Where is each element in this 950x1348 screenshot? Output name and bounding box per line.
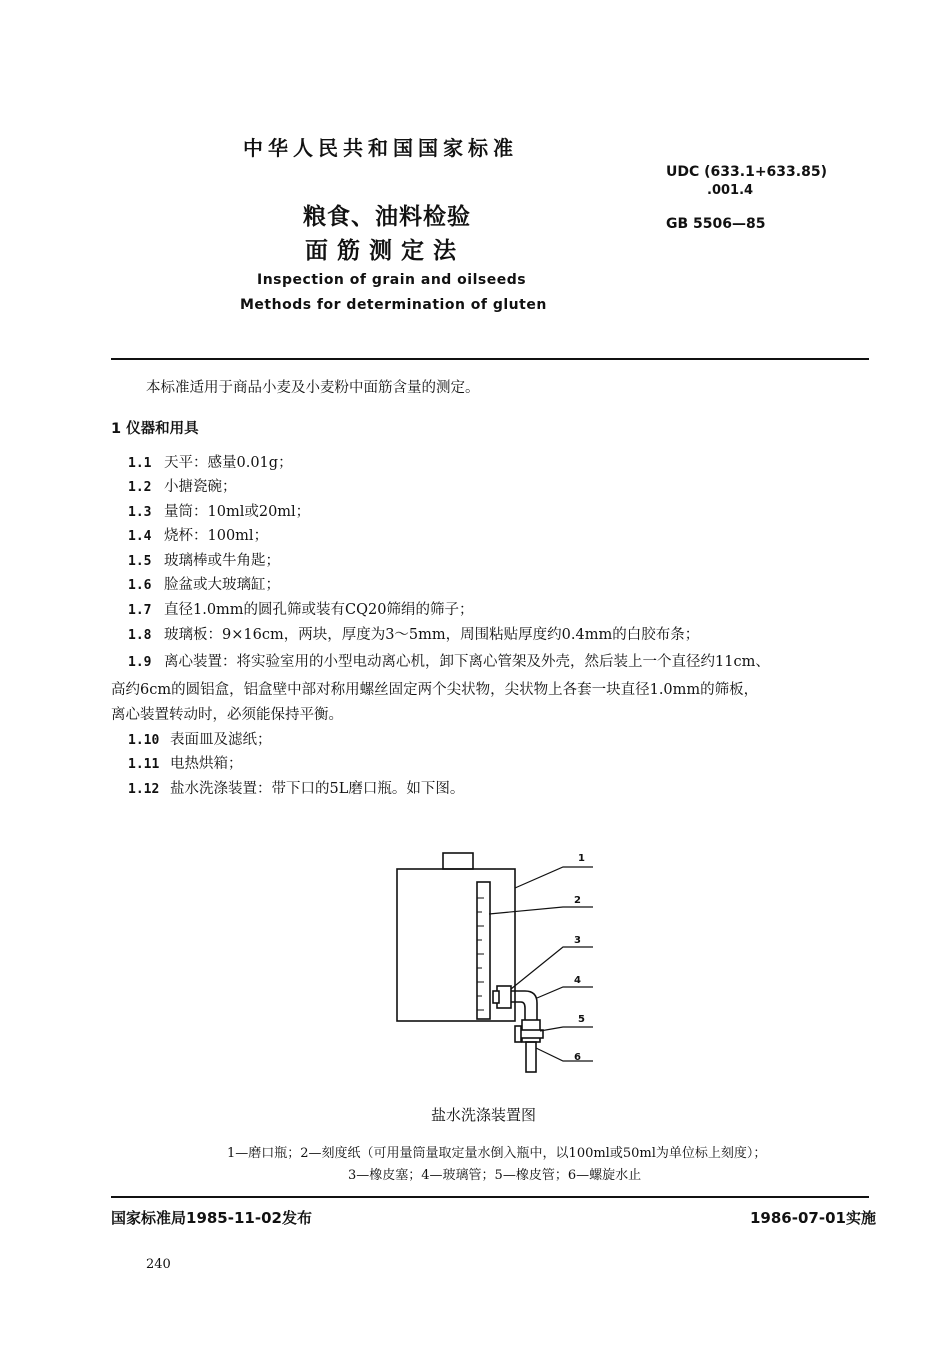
item-continuation: 高约6cm的圆铝盒，铝盒壁中部对称用螺丝固定两个尖状物，尖状物上各套一块直径1.0mm的筛板， <box>111 682 759 698</box>
list-item <box>128 650 770 671</box>
screw-clamp <box>519 1030 543 1038</box>
list-item <box>128 598 474 619</box>
item-number: 1.8 <box>128 628 152 643</box>
item-text: 直径1.0mm的圆孔筛或装有CQ20筛绢的筛子； <box>164 602 474 618</box>
callout-label: 3 <box>574 935 581 946</box>
item-text: 量筒：10ml或20ml； <box>164 504 311 520</box>
callout-label: 2 <box>574 895 581 906</box>
gb-standard-number: GB 5506—85 <box>666 216 766 232</box>
item-text: 玻璃板：9×16cm，两块，厚度为3～5mm，周围粘贴厚度约0.4mm的白胶布条； <box>164 627 700 643</box>
item-number: 1.11 <box>128 757 160 772</box>
figure-legend-line2: 3—橡皮塞；4—玻璃管；5—橡皮管；6—螺旋水止 <box>348 1168 642 1183</box>
item-text: 盐水洗涤装置：带下口的5L磨口瓶。如下图。 <box>170 781 465 797</box>
item-number: 1.7 <box>128 603 152 618</box>
item-text: 离心装置：将实验室用的小型电动离心机，卸下离心管架及外壳，然后装上一个直径约11cm、 <box>164 654 770 670</box>
list-item <box>128 573 280 594</box>
item-text: 小搪瓷碗； <box>164 479 237 495</box>
list-item <box>128 623 699 644</box>
item-number: 1.10 <box>128 733 160 748</box>
item-text: 天平：感量0.01g； <box>164 455 293 471</box>
issue-date: 国家标准局1985-11-02发布 <box>111 1209 312 1227</box>
item-text: 表面皿及滤纸； <box>170 732 272 748</box>
list-item <box>128 500 310 521</box>
item-text: 脸盆或大玻璃缸； <box>164 577 280 593</box>
title-zh-line2: 面筋测定法 <box>305 238 465 264</box>
udc-code-line1: UDC (633.1+633.85) <box>666 164 827 180</box>
item-number: 1.4 <box>128 529 152 544</box>
clamp-screw-head <box>515 1026 521 1042</box>
effective-date: 1986-07-01实施 <box>750 1209 876 1227</box>
footer-divider <box>111 1196 869 1198</box>
item-text: 烧杯：100ml； <box>164 528 269 544</box>
list-item <box>128 752 243 773</box>
list-item <box>128 549 280 570</box>
header-divider <box>111 358 869 360</box>
list-item <box>128 524 268 545</box>
figure-legend-line1: 1—磨口瓶；2—刻度纸（可用量筒量取定量水倒入瓶中，以100ml或50ml为单位标上刻度）； <box>227 1146 767 1161</box>
title-zh-line1: 粮食、油料检验 <box>303 204 471 230</box>
page-number: 240 <box>146 1257 171 1272</box>
item-continuation: 离心装置转动时，必须能保持平衡。 <box>111 707 343 723</box>
item-number: 1.12 <box>128 782 160 797</box>
scope-statement: 本标准适用于商品小麦及小麦粉中面筋含量的测定。 <box>146 380 480 396</box>
item-text: 电热烘箱； <box>170 756 243 772</box>
list-item <box>128 475 237 496</box>
glass-tube-inner <box>511 1002 525 1020</box>
item-number: 1.3 <box>128 505 152 520</box>
callout-label: 1 <box>578 853 585 864</box>
list-item <box>128 728 272 749</box>
callout-label: 4 <box>574 975 581 986</box>
bottle-neck <box>443 853 473 869</box>
title-en-line1: Inspection of grain and oilseeds <box>257 272 527 288</box>
item-number: 1.5 <box>128 554 152 569</box>
callout-label: 5 <box>578 1014 585 1025</box>
stopper-flange <box>493 991 499 1003</box>
washing-apparatus-diagram <box>385 850 615 1100</box>
graduated-scale-paper <box>477 882 490 1019</box>
figure-caption: 盐水洗涤装置图 <box>431 1106 537 1124</box>
title-en-line2: Methods for determination of gluten <box>240 297 547 313</box>
item-number: 1.6 <box>128 578 152 593</box>
item-text: 玻璃棒或牛角匙； <box>164 553 280 569</box>
issuing-organization: 中华人民共和国国家标准 <box>243 136 518 160</box>
outlet-tube <box>526 1042 536 1072</box>
item-number: 1.1 <box>128 456 152 471</box>
item-number: 1.9 <box>128 655 152 670</box>
list-item <box>128 451 293 472</box>
list-item <box>128 777 464 798</box>
callout-label: 6 <box>574 1052 581 1063</box>
section-heading: 1 仪器和用具 <box>111 421 199 437</box>
udc-code-line2: .001.4 <box>707 183 754 198</box>
scale-ticks <box>477 898 484 1010</box>
item-number: 1.2 <box>128 480 152 495</box>
